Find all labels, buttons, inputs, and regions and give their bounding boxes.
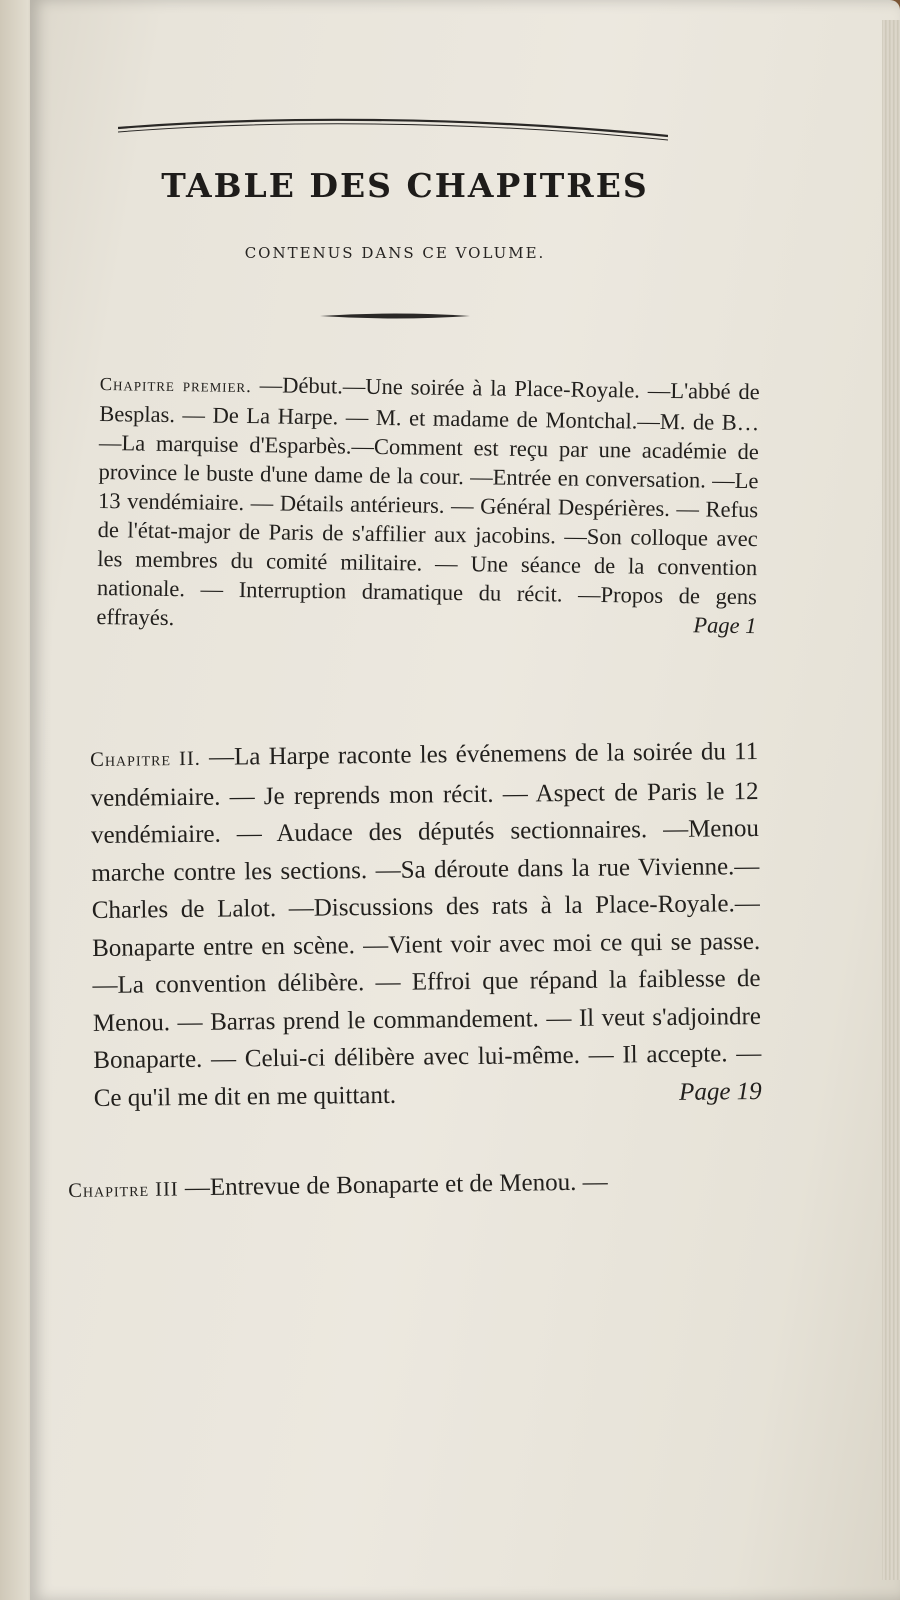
chapter-summary: —Début.—Une soirée à la Place-Royale. —L'abbé de Besplas. — De La Harpe. — M. et madame de Montchal.—M. de B… —La marquise d'Esparbès.—Comment est reçu par une académie de province le buste d'une dame de la cour. —Entrée en conversation. —Le 13 vendémiaire. — Détails antérieurs. — Général Despérières. — Refus de l'état-major de Paris de s'affilier aux jacobins. —Son colloque avec les membres du comité militaire. — Une séance de la convention nationale. — Interruption dramatique du récit. —Propos de gens effrayés. [96, 372, 760, 631]
chapter-summary: —La Harpe raconte les événemens de la soirée du 11 vendémiaire. — Je reprends mon récit. — Aspect de Paris le 12 vendémiaire. — Audace des députés sectionnaires. —Menou marche contre les sections. —Sa déroute dans la rue Vivienne.—Charles de Lalot. —Discussions des rats à la Place-Royale.—Bonaparte entre en scène. —Vient voir avec moi ce qui se passe.—La convention délibère. — Effroi que répand la faiblesse de Menou. — Barras prend le commandement. — Il veut s'adjoindre Bonaparte. — Celui-ci délibère avec lui-même. — Il accepte. —Ce qu'il me dit en me quittant. [90, 738, 762, 1112]
book-page [30, 0, 900, 1600]
chapter-label: Chapitre II. [90, 747, 201, 771]
chapter-entry-2 [90, 733, 762, 1117]
chapter-label: Chapitre III [68, 1178, 179, 1202]
toc-title: TABLE DES CHAPITRES [161, 166, 649, 205]
chapter-label: Chapitre premier. [99, 373, 252, 397]
top-rule [118, 114, 668, 148]
page-reference: Page 19 [678, 1077, 762, 1106]
chapter-entry-3 [68, 1162, 758, 1209]
chapter-entry-1 [96, 368, 760, 640]
chapter-summary: —Entrevue de Bonaparte et de Menou. — [178, 1168, 608, 1202]
toc-subtitle: CONTENUS DANS CE VOLUME. [244, 244, 546, 262]
ornament-rule [320, 312, 470, 320]
page-reference: Page 1 [693, 612, 757, 639]
page-stack-edge [882, 20, 900, 1580]
